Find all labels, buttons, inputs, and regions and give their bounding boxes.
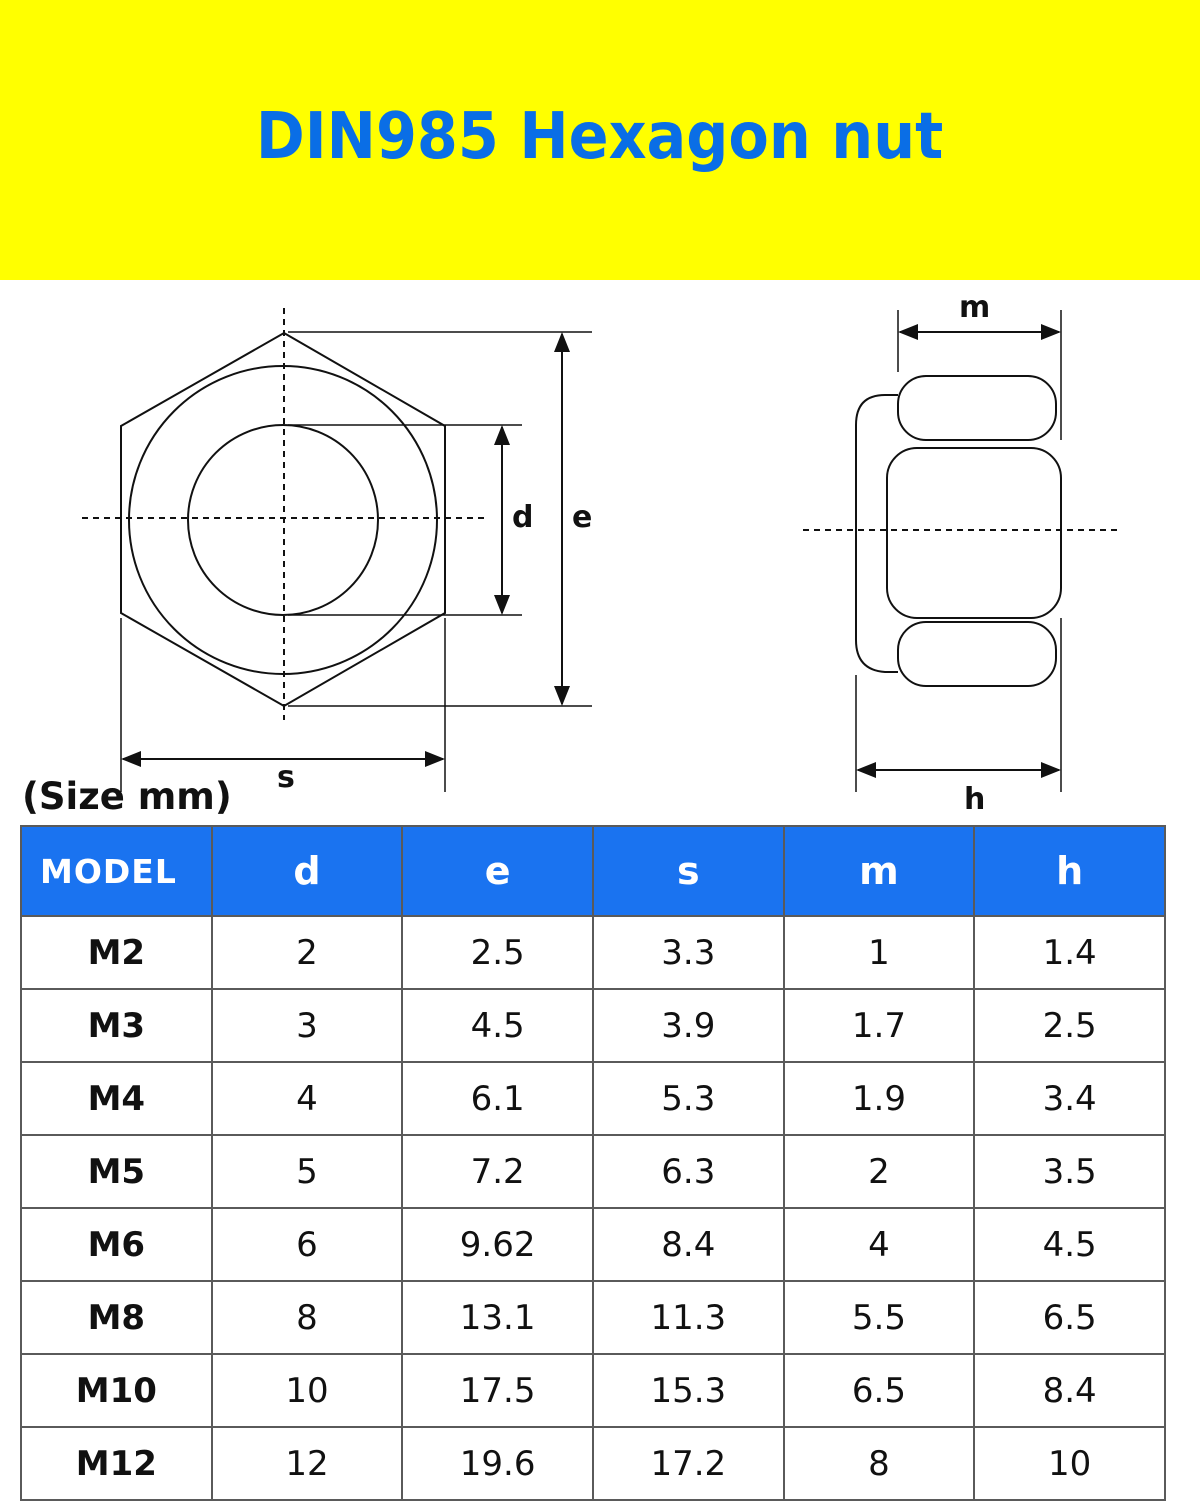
cell-d: 2 bbox=[212, 916, 403, 989]
cell-m: 6.5 bbox=[784, 1354, 975, 1427]
m-label: m bbox=[959, 290, 991, 325]
cell-e: 9.62 bbox=[402, 1208, 593, 1281]
cell-d: 12 bbox=[212, 1427, 403, 1500]
cell-e: 7.2 bbox=[402, 1135, 593, 1208]
cell-m: 1.9 bbox=[784, 1062, 975, 1135]
cell-e: 17.5 bbox=[402, 1354, 593, 1427]
table-row bbox=[21, 916, 1165, 989]
cell-model: M12 bbox=[21, 1427, 212, 1500]
cell-d: 5 bbox=[212, 1135, 403, 1208]
cell-m: 1 bbox=[784, 916, 975, 989]
size-unit-note: (Size mm) bbox=[22, 775, 232, 818]
cell-s: 6.3 bbox=[593, 1135, 784, 1208]
cell-d: 8 bbox=[212, 1281, 403, 1354]
technical-drawing bbox=[0, 280, 1200, 800]
cell-h: 4.5 bbox=[974, 1208, 1165, 1281]
cell-s: 3.9 bbox=[593, 989, 784, 1062]
cell-s: 11.3 bbox=[593, 1281, 784, 1354]
cell-model: M3 bbox=[21, 989, 212, 1062]
cell-d: 6 bbox=[212, 1208, 403, 1281]
table-row bbox=[21, 1135, 1165, 1208]
d-label: d bbox=[512, 500, 534, 535]
header-d: d bbox=[212, 826, 403, 916]
s-label: s bbox=[277, 760, 295, 795]
cell-d: 3 bbox=[212, 989, 403, 1062]
cell-h: 2.5 bbox=[974, 989, 1165, 1062]
front-view bbox=[82, 308, 592, 792]
side-view bbox=[803, 310, 1122, 792]
header-model: MODEL bbox=[21, 826, 212, 916]
cell-e: 4.5 bbox=[402, 989, 593, 1062]
cell-m: 4 bbox=[784, 1208, 975, 1281]
cell-e: 19.6 bbox=[402, 1427, 593, 1500]
e-label: e bbox=[572, 500, 593, 535]
header-m: m bbox=[784, 826, 975, 916]
cell-model: M6 bbox=[21, 1208, 212, 1281]
cell-h: 10 bbox=[974, 1427, 1165, 1500]
header-s: s bbox=[593, 826, 784, 916]
header-e: e bbox=[402, 826, 593, 916]
cell-h: 1.4 bbox=[974, 916, 1165, 989]
table-row bbox=[21, 1427, 1165, 1500]
cell-s: 8.4 bbox=[593, 1208, 784, 1281]
table-row bbox=[21, 1281, 1165, 1354]
cell-model: M2 bbox=[21, 916, 212, 989]
title-banner bbox=[0, 0, 1200, 280]
upper-hex-flat bbox=[898, 376, 1056, 440]
cell-e: 13.1 bbox=[402, 1281, 593, 1354]
cell-h: 8.4 bbox=[974, 1354, 1165, 1427]
cell-m: 8 bbox=[784, 1427, 975, 1500]
cell-model: M8 bbox=[21, 1281, 212, 1354]
cell-model: M10 bbox=[21, 1354, 212, 1427]
cell-m: 5.5 bbox=[784, 1281, 975, 1354]
table-row bbox=[21, 1208, 1165, 1281]
table-header-row bbox=[21, 826, 1165, 916]
cell-s: 3.3 bbox=[593, 916, 784, 989]
cell-s: 15.3 bbox=[593, 1354, 784, 1427]
cell-d: 4 bbox=[212, 1062, 403, 1135]
dimension-table bbox=[20, 825, 1166, 1501]
cell-h: 3.4 bbox=[974, 1062, 1165, 1135]
cell-h: 3.5 bbox=[974, 1135, 1165, 1208]
page-title: DIN985 Hexagon nut bbox=[256, 100, 944, 174]
nylon-insert-outline bbox=[856, 395, 898, 672]
cell-d: 10 bbox=[212, 1354, 403, 1427]
middle-hex-flat bbox=[887, 448, 1061, 618]
cell-m: 2 bbox=[784, 1135, 975, 1208]
table-body bbox=[21, 916, 1165, 1500]
cell-e: 6.1 bbox=[402, 1062, 593, 1135]
cell-h: 6.5 bbox=[974, 1281, 1165, 1354]
cell-m: 1.7 bbox=[784, 989, 975, 1062]
table-row bbox=[21, 1062, 1165, 1135]
cell-model: M5 bbox=[21, 1135, 212, 1208]
cell-model: M4 bbox=[21, 1062, 212, 1135]
cell-s: 17.2 bbox=[593, 1427, 784, 1500]
cell-e: 2.5 bbox=[402, 916, 593, 989]
header-h: h bbox=[974, 826, 1165, 916]
table-row bbox=[21, 989, 1165, 1062]
lower-hex-flat bbox=[898, 622, 1056, 686]
h-label: h bbox=[964, 782, 986, 817]
table-row bbox=[21, 1354, 1165, 1427]
cell-s: 5.3 bbox=[593, 1062, 784, 1135]
